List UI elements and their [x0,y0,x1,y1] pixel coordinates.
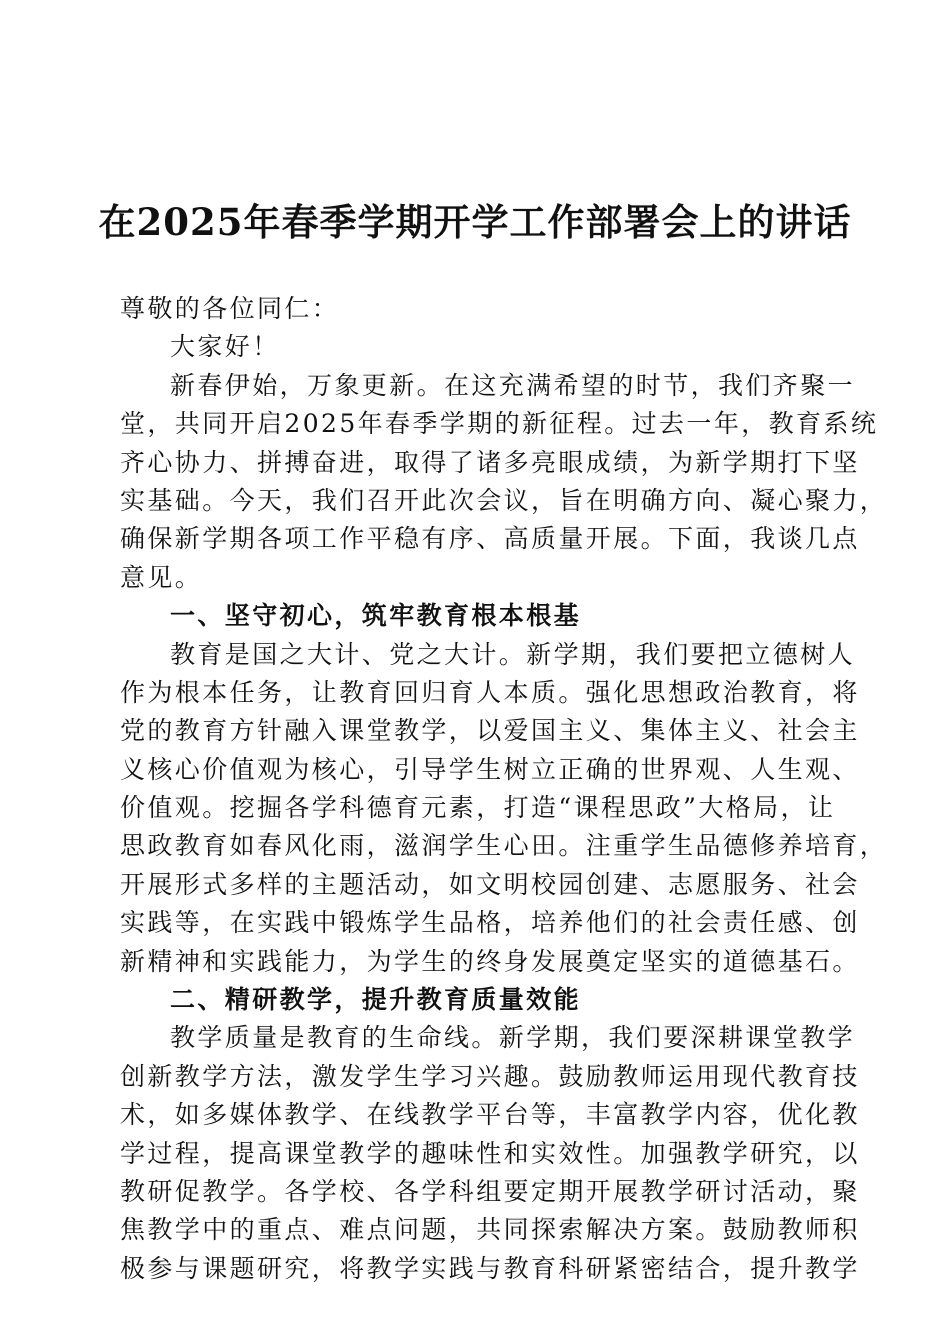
paragraph-line: 作为根本任务，让教育回归育人本质。强化思想政治教育，将 [120,677,860,707]
paragraph-line: 实基础。今天，我们召开此次会议，旨在明确方向、凝心聚力， [120,485,888,515]
paragraph-line: 开展形式多样的主题活动，如文明校园创建、志愿服务、社会 [120,869,860,899]
paragraph-line: 价值观。挖掘各学科德育元素，打造“课程思政”大格局，让 [120,793,836,823]
speech-body [120,290,888,1288]
greeting: 大家好！ [170,332,280,362]
paragraph-line: 教育是国之大计、党之大计。新学期，我们要把立德树人 [170,639,856,669]
paragraph-line: 新春伊始，万象更新。在这充满希望的时节，我们齐聚一 [170,370,856,400]
salutation: 尊敬的各位同仁： [120,294,340,323]
paragraph-line: 焦教学中的重点、难点问题，共同探索解决方案。鼓励教师积 [120,1215,860,1245]
section-1-paragraph [120,636,888,982]
section-2-heading: 二、精研教学，提升教育质量效能 [170,985,582,1015]
paragraph-line: 义核心价值观为核心，引导学生树立正确的世界观、人生观、 [120,754,860,784]
paragraph-line: 术，如多媒体教学、在线教学平台等，丰富教学内容，优化教 [120,1100,860,1130]
paragraph-line: 确保新学期各项工作平稳有序、高质量开展。下面，我谈几点 [120,524,860,554]
paragraph-line: 创新教学方法，激发学生学习兴趣。鼓励教师运用现代教育技 [120,1061,860,1091]
paragraph-line: 极参与课题研究，将教学实践与教育科研紧密结合，提升教学 [120,1253,860,1283]
section-1-heading: 一、坚守初心，筑牢教育根本根基 [170,601,582,631]
section-2-paragraph [120,1019,860,1288]
paragraph-line: 思政教育如春风化雨，滋润学生心田。注重学生品德修养培育， [120,831,888,861]
paragraph-line: 学过程，提高课堂教学的趣味性和实效性。加强教学研究，以 [120,1138,860,1168]
paragraph-line: 意见。 [120,562,203,592]
paragraph-line: 新精神和实践能力，为学生的终身发展奠定坚实的道德基石。 [120,946,860,976]
paragraph-line: 齐心协力、拼搏奋进，取得了诸多亮眼成绩，为新学期打下坚 [120,447,860,477]
page-title: 在2025年春季学期开学工作部署会上的讲话 [98,200,852,244]
paragraph-line: 教研促教学。各学校、各学科组要定期开展教学研讨活动，聚 [120,1176,860,1206]
paragraph-line: 党的教育方针融入课堂教学，以爱国主义、集体主义、社会主 [120,716,860,746]
paragraph-line: 实践等，在实践中锻炼学生品格，培养他们的社会责任感、创 [120,908,860,938]
intro-paragraph [120,367,888,597]
paragraph-line: 堂，共同开启2025年春季学期的新征程。过去一年，教育系统 [120,409,879,439]
paragraph-line: 教学质量是教育的生命线。新学期，我们要深耕课堂教学 [170,1023,856,1053]
